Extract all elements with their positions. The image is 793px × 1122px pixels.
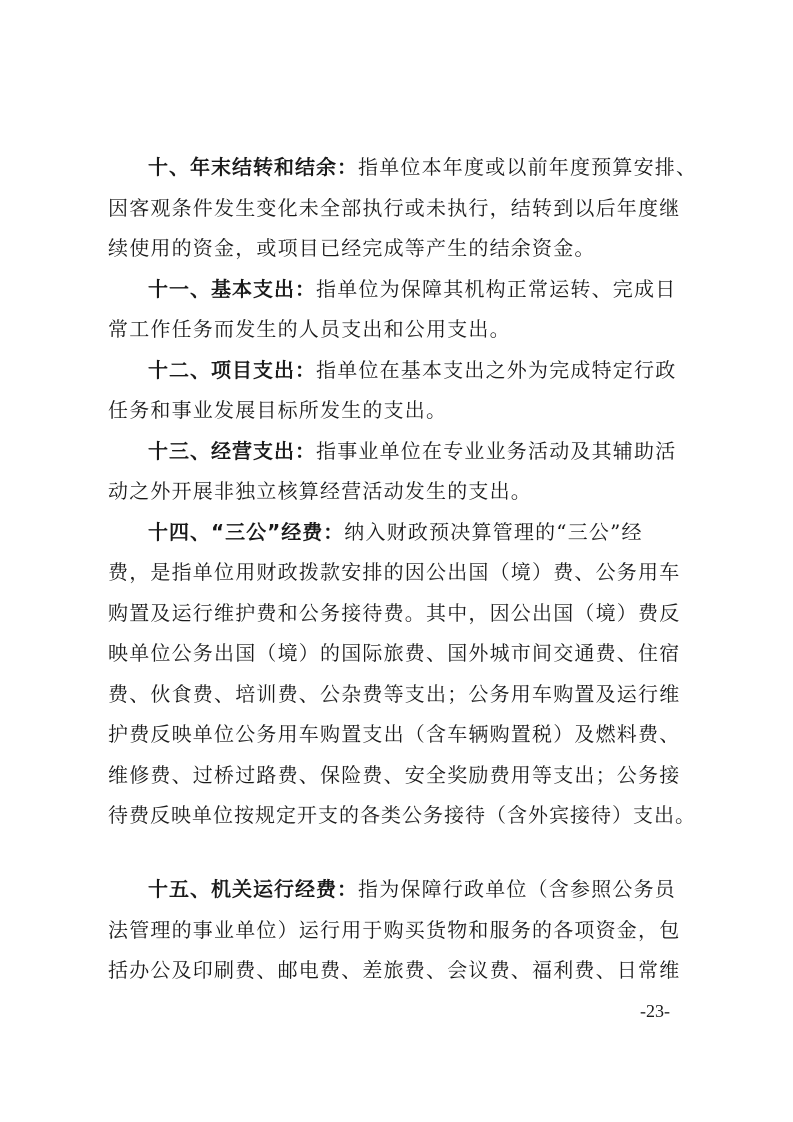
section-12-text: 指单位在基本支出之外为完成特定行政	[316, 358, 677, 382]
page-number: -23-	[640, 1001, 670, 1021]
section-10-text: 指单位本年度或以前年度预算安排、	[358, 155, 698, 179]
section-15-text: 指为保障行政单位（含参照公务员	[358, 877, 676, 901]
section-15-first-line	[148, 877, 700, 901]
section-14-line: 费、伙食费、培训费、公杂费等支出；公务用车购置及运行维	[108, 682, 681, 706]
section-15-line: 法管理的事业单位）运行用于购买货物和服务的各项资金，包	[108, 918, 681, 942]
section-15-line: 括办公及印刷费、邮电费、差旅费、会议费、福利费、日常维	[108, 958, 681, 982]
section-14-line: 待费反映单位按规定开支的各类公务接待（含外宾接待）支出。	[108, 803, 696, 827]
section-13-term: 十三、经营支出：	[148, 439, 316, 463]
section-13-first-line	[148, 439, 700, 463]
section-10-first-line	[148, 155, 700, 179]
section-13-line: 动之外开展非独立核算经营活动发生的支出。	[108, 479, 532, 503]
section-12-line: 任务和事业发展目标所发生的支出。	[108, 398, 448, 422]
section-14-line: 映单位公务出国（境）的国际旅费、国外城市间交通费、住宿	[108, 641, 681, 665]
section-11-line: 常工作任务而发生的人员支出和公用支出。	[108, 317, 511, 341]
section-14-term: 十四、“三公”经费：	[148, 520, 345, 544]
section-14-text: 纳入财政预决算管理的“三公”经	[344, 520, 643, 544]
section-14-line: 购置及运行维护费和公务接待费。其中，因公出国（境）费反	[108, 601, 681, 625]
section-15-term: 十五、机关运行经费：	[148, 877, 358, 901]
section-13-text: 指事业单位在专业业务活动及其辅助活	[316, 439, 677, 463]
section-11-text: 指单位为保障其机构正常运转、完成日	[316, 277, 677, 301]
section-10-line: 因客观条件发生变化未全部执行或未执行，结转到以后年度继	[108, 196, 681, 220]
section-14-line: 维修费、过桥过路费、保险费、安全奖励费用等支出；公务接	[108, 763, 681, 787]
section-12-term: 十二、项目支出：	[148, 358, 316, 382]
section-11-term: 十一、基本支出：	[148, 277, 316, 301]
section-14-line: 费，是指单位用财政拨款安排的因公出国（境）费、公务用车	[108, 560, 681, 584]
section-11-first-line	[148, 277, 700, 301]
section-10-line: 续使用的资金，或项目已经完成等产生的结余资金。	[108, 236, 596, 260]
section-10-term: 十、年末结转和结余：	[148, 155, 358, 179]
section-14-first-line	[148, 520, 700, 544]
section-14-line: 护费反映单位公务用车购置支出（含车辆购置税）及燃料费、	[108, 722, 681, 746]
section-12-first-line	[148, 358, 700, 382]
